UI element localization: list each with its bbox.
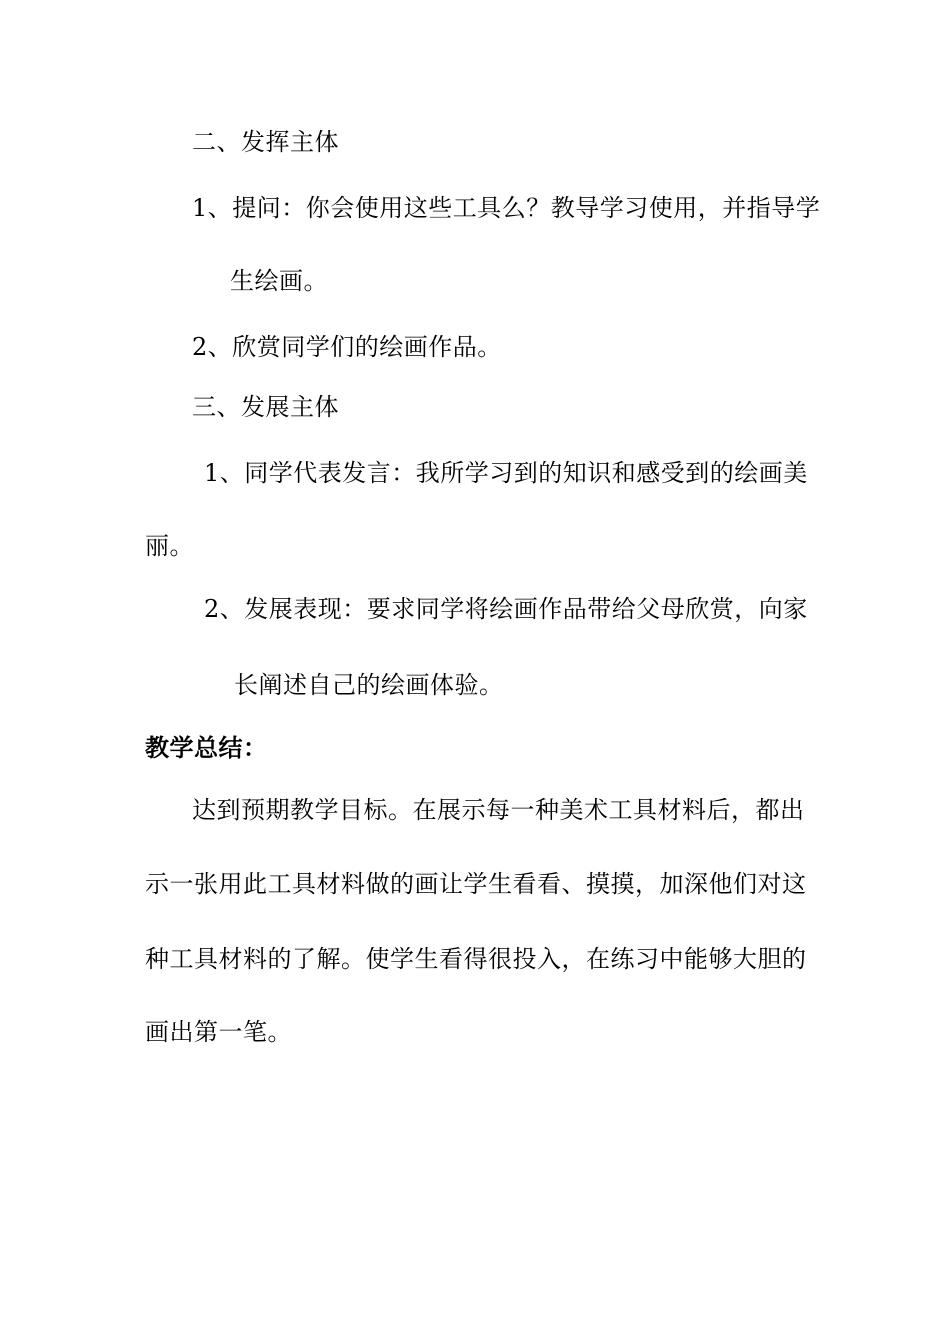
section-3-item-1-line-2: 丽。 xyxy=(145,532,194,560)
section-2-item-1-line-2: 生绘画。 xyxy=(230,267,328,295)
section-2-heading: 二、发挥主体 xyxy=(192,128,339,156)
summary-line-2: 示一张用此工具材料做的画让学生看看、摸摸，加深他们对这 xyxy=(145,870,807,898)
section-2-item-2: 2、欣赏同学们的绘画作品。 xyxy=(192,333,502,361)
section-3-item-2-line-2: 长阐述自己的绘画体验。 xyxy=(234,671,504,699)
summary-line-4: 画出第一笔。 xyxy=(145,1018,292,1046)
summary-heading: 教学总结： xyxy=(145,734,268,762)
section-2-item-1-line-1: 1、提问：你会使用这些工具么？教导学习使用，并指导学 xyxy=(192,194,821,222)
summary-line-3: 种工具材料的了解。使学生看得很投入，在练习中能够大胆的 xyxy=(145,945,807,973)
summary-line-1: 达到预期教学目标。在展示每一种美术工具材料后，都出 xyxy=(192,796,805,824)
section-3-item-2-line-1: 2、发展表现：要求同学将绘画作品带给父母欣赏，向家 xyxy=(204,595,808,623)
section-3-heading: 三、发展主体 xyxy=(192,393,339,421)
section-3-item-1-line-1: 1、同学代表发言：我所学习到的知识和感受到的绘画美 xyxy=(204,459,808,487)
